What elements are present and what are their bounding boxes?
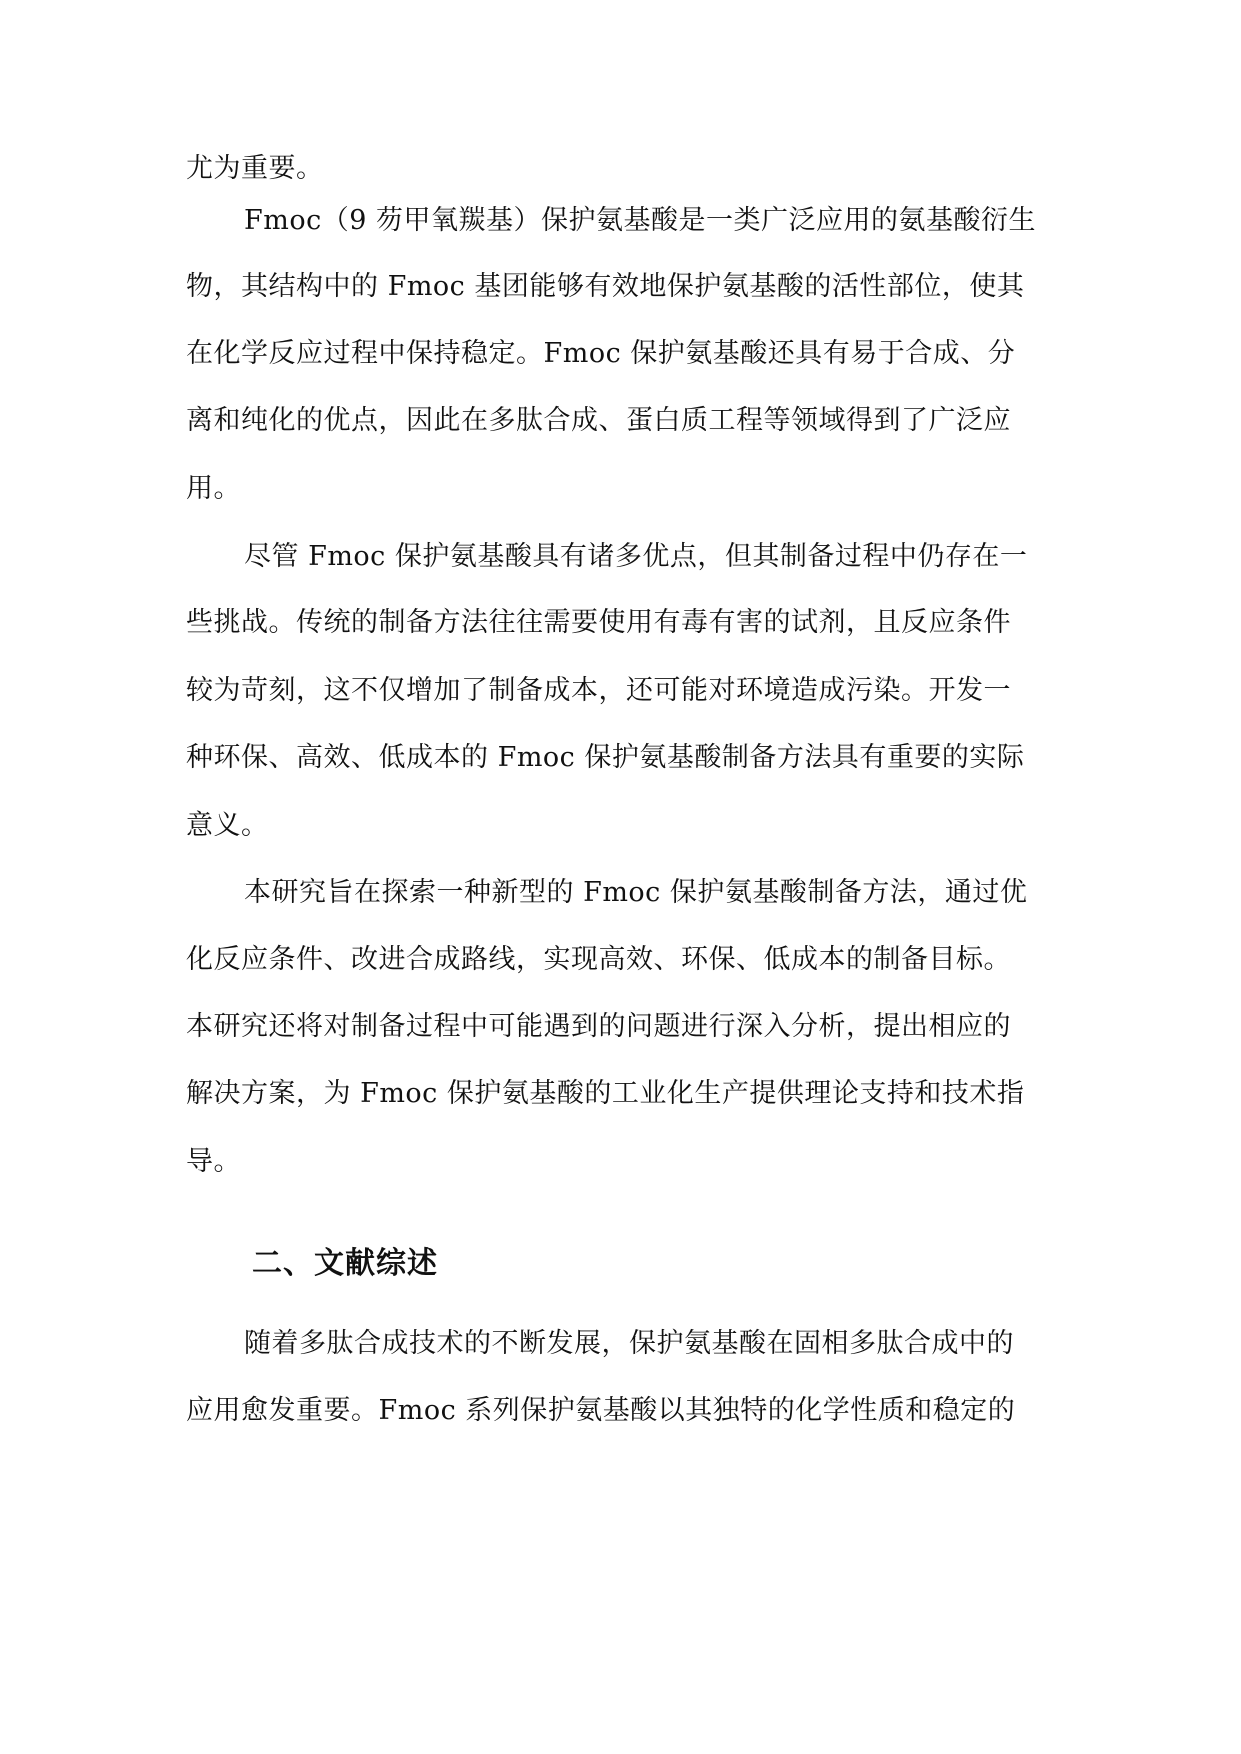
paragraph-line: 些挑战。传统的制备方法往往需要使用有毒有害的试剂，且反应条件 bbox=[186, 607, 1011, 638]
paragraph-line: 尤为重要。 bbox=[186, 153, 324, 184]
paragraph-line: 意义。 bbox=[186, 810, 269, 841]
paragraph-line: 本研究还将对制备过程中可能遇到的问题进行深入分析，提出相应的 bbox=[186, 1011, 1011, 1042]
paragraph-line: 解决方案，为 Fmoc 保护氨基酸的工业化生产提供理论支持和技术指 bbox=[186, 1078, 1025, 1109]
paragraph-line: 化反应条件、改进合成路线，实现高效、环保、低成本的制备目标。 bbox=[186, 944, 1011, 975]
paragraph-line: 导。 bbox=[186, 1146, 241, 1177]
paragraph-line: 较为苛刻，这不仅增加了制备成本，还可能对环境造成污染。开发一 bbox=[186, 675, 1011, 706]
paragraph-line: 物，其结构中的 Fmoc 基团能够有效地保护氨基酸的活性部位，使其 bbox=[186, 271, 1025, 302]
paragraph-line: 离和纯化的优点，因此在多肽合成、蛋白质工程等领域得到了广泛应 bbox=[186, 405, 1011, 436]
paragraph-line: 用。 bbox=[186, 473, 241, 504]
paragraph-line: 尽管 Fmoc 保护氨基酸具有诸多优点，但其制备过程中仍存在一 bbox=[244, 541, 1028, 572]
paragraph-line: 本研究旨在探索一种新型的 Fmoc 保护氨基酸制备方法，通过优 bbox=[244, 877, 1028, 908]
section-heading: 二、文献综述 bbox=[252, 1246, 438, 1281]
paragraph-line: 应用愈发重要。Fmoc 系列保护氨基酸以其独特的化学性质和稳定的 bbox=[186, 1395, 1016, 1426]
paragraph-line: 在化学反应过程中保持稳定。Fmoc 保护氨基酸还具有易于合成、分 bbox=[186, 338, 1016, 369]
paragraph-line: 种环保、高效、低成本的 Fmoc 保护氨基酸制备方法具有重要的实际 bbox=[186, 742, 1025, 773]
paragraph-line: Fmoc（9 芴甲氧羰基）保护氨基酸是一类广泛应用的氨基酸衍生 bbox=[244, 205, 1036, 236]
paragraph-line: 随着多肽合成技术的不断发展，保护氨基酸在固相多肽合成中的 bbox=[244, 1328, 1014, 1359]
